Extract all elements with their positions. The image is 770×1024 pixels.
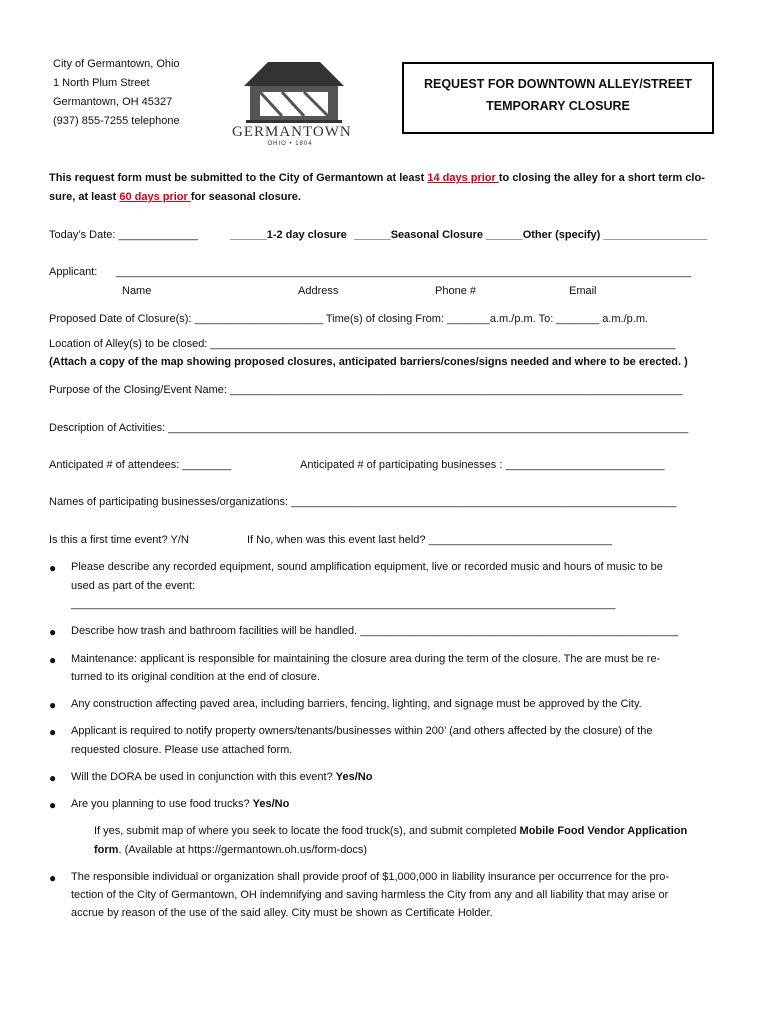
- participating-businesses-count-field[interactable]: Anticipated # of participating businesses : __________________________: [300, 459, 665, 471]
- city-state-zip: Germantown, OH 45327: [53, 96, 173, 108]
- bullet-icon: ●: [49, 771, 57, 785]
- attendees-field[interactable]: Anticipated # of attendees: ________: [49, 459, 232, 471]
- dora-question-text: Will the DORA be used in conjunction with this event?: [71, 771, 336, 783]
- food-truck-instructions-text: If yes, submit map of where you seek to locate the food truck(s), and submit completed: [94, 825, 520, 837]
- mobile-food-vendor-form-name: Mobile Food Vendor Application: [519, 825, 688, 837]
- option-1-2-day-closure[interactable]: ______1-2 day closure: [230, 229, 347, 241]
- attach-map-note: (Attach a copy of the map showing proposed closures, anticipated barriers/cones/signs needed and where to be erected. ): [49, 356, 688, 368]
- notice-line2: [49, 191, 301, 203]
- notice-text-2: to closing the alley for a short term clo-: [498, 172, 705, 184]
- notice-text-1: This request form must be submitted to the City of Germantown at least: [49, 172, 428, 184]
- bullet-3-line1: Maintenance: applicant is responsible for maintaining the closure area during the term of the closure. The are must be re-: [71, 653, 661, 665]
- food-truck-question: [71, 798, 289, 810]
- proposed-date-field[interactable]: Proposed Date of Closure(s): _____________________ Time(s) of closing From: _______a.m./p.m. To: _______ a.m./p.m.: [49, 313, 649, 325]
- bullet-3-line2: turned to its original condition at the end of closure.: [71, 671, 320, 683]
- insurance-line2: tection of the City of Germantown, OH indemnifying and saving harmless the City from any and all liability that may arise or: [71, 889, 669, 901]
- dora-yes-no[interactable]: Yes/No: [335, 771, 373, 783]
- form-link-text[interactable]: . (Available at https://germantown.oh.us/form-docs): [118, 844, 368, 856]
- form-title-line1: REQUEST FOR DOWNTOWN ALLEY/STREET: [423, 77, 693, 91]
- bullet-4: Any construction affecting paved area, including barriers, fencing, lighting, and signage must be approved by the City.: [71, 698, 642, 710]
- applicant-phone-caption: Phone #: [435, 285, 476, 297]
- bullet-icon: ●: [49, 561, 57, 575]
- dora-question: [71, 771, 372, 783]
- bullet-icon: ●: [49, 871, 57, 885]
- bullet-icon: ●: [49, 653, 57, 667]
- option-other-specify[interactable]: ______Other (specify) _________________: [486, 229, 708, 241]
- insurance-line1: The responsible individual or organization shall provide proof of $1,000,000 in liability insurance per occurrence for the pro-: [71, 871, 670, 883]
- applicant-address-caption: Address: [298, 285, 339, 297]
- bullet-5-line1: Applicant is required to notify property owners/tenants/businesses within 200’ (and others affected by the closure) of the: [71, 725, 653, 737]
- logo-subtext: OHIO • 1804: [267, 141, 313, 147]
- description-field[interactable]: Description of Activities: _____________________________________________________________________________________: [49, 422, 689, 434]
- telephone: (937) 855-7255 telephone: [53, 115, 180, 127]
- applicant-name-caption: Name: [122, 285, 152, 297]
- food-truck-yes-no[interactable]: Yes/No: [252, 798, 290, 810]
- notice-text-4: for seasonal closure.: [190, 191, 301, 203]
- bullet-icon: ●: [49, 798, 57, 812]
- location-field[interactable]: Location of Alley(s) to be closed: ____________________________________________________________________________: [49, 338, 676, 350]
- food-truck-instructions-line2: [94, 844, 367, 856]
- logo-text: GERMANTOWN: [232, 124, 352, 140]
- bullet-1-line2: used as part of the event:: [71, 580, 196, 592]
- bullet-1-line1: Please describe any recorded equipment, sound amplification equipment, live or recorded music and hours of music to be: [71, 561, 663, 573]
- first-time-event-field[interactable]: Is this a first time event? Y/N: [49, 534, 189, 546]
- business-names-field[interactable]: Names of participating businesses/organizations: _______________________________________________________________: [49, 496, 677, 508]
- applicant-email-caption: Email: [569, 285, 597, 297]
- form-word: form: [94, 844, 119, 856]
- applicant-label: Applicant:: [49, 266, 98, 278]
- food-truck-instructions-line1: [94, 825, 687, 837]
- food-truck-question-text: Are you planning to use food trucks?: [71, 798, 253, 810]
- option-seasonal-closure[interactable]: ______Seasonal Closure: [354, 229, 484, 241]
- notice-60-days: 60 days prior: [119, 191, 191, 203]
- todays-date-field[interactable]: Today’s Date: _____________: [49, 229, 199, 241]
- bullet-icon: ●: [49, 698, 57, 712]
- bullet-icon: ●: [49, 625, 57, 639]
- trash-bathroom-field[interactable]: Describe how trash and bathroom facilities will be handled. ____________________________________________________: [71, 625, 679, 637]
- form-title-line2: TEMPORARY CLOSURE: [486, 99, 630, 113]
- city-name: City of Germantown, Ohio: [53, 58, 180, 70]
- notice-line1: [49, 172, 705, 184]
- applicant-field[interactable]: ______________________________________________________________________________________________: [116, 266, 692, 278]
- notice-14-days: 14 days prior: [427, 172, 499, 184]
- form-title-box: [402, 62, 714, 134]
- equipment-description-field[interactable]: _________________________________________________________________________________________: [71, 598, 616, 610]
- notice-text-3: sure, at least: [49, 191, 120, 203]
- purpose-field[interactable]: Purpose of the Closing/Event Name: __________________________________________________________________________: [49, 384, 683, 396]
- insurance-line3: accrue by reason of the use of the said alley. City must be shown as Certificate Holder.: [71, 907, 493, 919]
- bullet-5-line2: requested closure. Please use attached form.: [71, 744, 293, 756]
- street-address: 1 North Plum Street: [53, 77, 150, 89]
- last-held-field[interactable]: If No, when was this event last held? ______________________________: [247, 534, 613, 546]
- bullet-icon: ●: [49, 725, 57, 739]
